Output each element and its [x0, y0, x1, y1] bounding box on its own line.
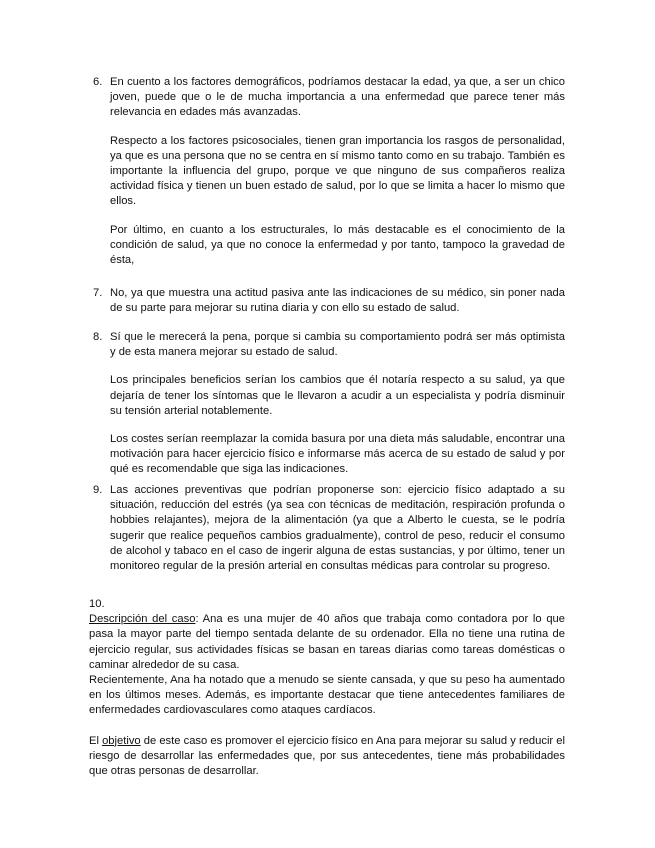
case-objective	[89, 734, 565, 780]
answer-paragraph: En cuento a los factores demográficos, podríamos destacar la edad, ya que, a ser un chico joven, puede que o le de mucha importancia a una enfermedad que parece tener más relevancia en edades más avanzadas.	[110, 76, 565, 119]
question-number: 6.	[93, 76, 103, 88]
answer-paragraph: Respecto a los factores psicosociales, tienen gran importancia los rasgos de personalidad, ya que es una persona que no se centra en sí mismo tanto como en su trabajo. También es importante la influencia del grupo, porque ve que ninguno de sus compañeros realiza actividad física y tienen un buen estado de salud, por lo que se limita a hacer lo mismo que ellos.	[110, 134, 565, 208]
question-8	[93, 330, 565, 478]
answer-body	[110, 330, 565, 478]
question-number: 9.	[93, 484, 103, 496]
question-7	[93, 286, 565, 316]
answer-paragraph: No, ya que muestra una actitud pasiva ante las indicaciones de su médico, sin poner nada de su parte para mejorar su rutina diaria y con ello su estado de salud.	[110, 287, 565, 315]
answer-paragraph: Los costes serían reemplazar la comida basura por una dieta más saludable, encontrar una motivación para hacer ejercicio físico e informarse más acerca de su estado de salud y por qué es recomendable que siga las indicaciones.	[110, 433, 565, 476]
recent-symptoms: Recientemente, Ana ha notado que a menudo se siente cansada, y que su peso ha aumentado en los últimos meses. Además, es importante destacar que tiene antecedentes familiares de enfermedades cardiovasculares como ataques cardíacos.	[89, 674, 565, 717]
question-number: 10.	[89, 598, 105, 610]
answer-paragraph: Sí que le merecerá la pena, porque si cambia su comportamiento podrá ser más optimista y de esta manera mejorar su estado de salud.	[110, 331, 565, 359]
case-description-text: : Ana es una mujer de 40 años que trabaja como contadora por lo que pasa la mayor parte del tiempo sentada delante de su ordenador. Ella no tiene una rutina de ejercicio regular, sus actividades físicas se basan en tareas diarias como tareas domésticas o caminar alrededor de su casa.	[89, 613, 565, 671]
question-number: 7.	[93, 287, 103, 299]
answer-body	[110, 286, 565, 316]
question-6	[93, 75, 565, 268]
objective-text: de este caso es promover el ejercicio físico en Ana para mejorar su salud y reducir el riesgo de desarrollar las enfermedades que, por sus antecedentes, tiene más probabilidades que otras personas de desarrollar.	[89, 734, 565, 778]
case-description-label: Descripción del caso	[89, 613, 196, 626]
case-description	[89, 612, 565, 673]
objective-prefix: El	[89, 734, 103, 747]
objective-label: objetivo	[102, 734, 141, 747]
answer-paragraph: Los principales beneficios serían los cambios que él notaría respecto a su salud, ya que dejaría de tener los síntomas que le llevaron a acudir a un especialista y podría disminuir su tensión arterial notablemente.	[110, 374, 565, 417]
question-10	[89, 597, 565, 779]
answer-paragraph: Las acciones preventivas que podrían proponerse son: ejercicio físico adaptado a su situación, reducción del estrés (ya sea con técnicas de meditación, respiración profunda o hobbies relajantes), mejora de la alimentación (ya que a Alberto le cuesta, se le podría sugerir que realice pequeños cambios gradualmente), control de peso, reducir el consumo de alcohol y tabaco en el caso de ingerir alguna de estas sustancias, y por último, tener un monitoreo regular de la presión arterial en consultas médicas para controlar su progreso.	[110, 484, 565, 573]
answer-body	[110, 483, 565, 574]
question-number: 8.	[93, 331, 103, 343]
answer-paragraph: Por último, en cuanto a los estructurales, lo más destacable es el conocimiento de la condición de salud, ya que no conoce la enfermedad y por tanto, tampoco la gravedad de ésta,	[110, 223, 565, 267]
question-9	[93, 483, 565, 574]
answer-body	[110, 75, 565, 268]
